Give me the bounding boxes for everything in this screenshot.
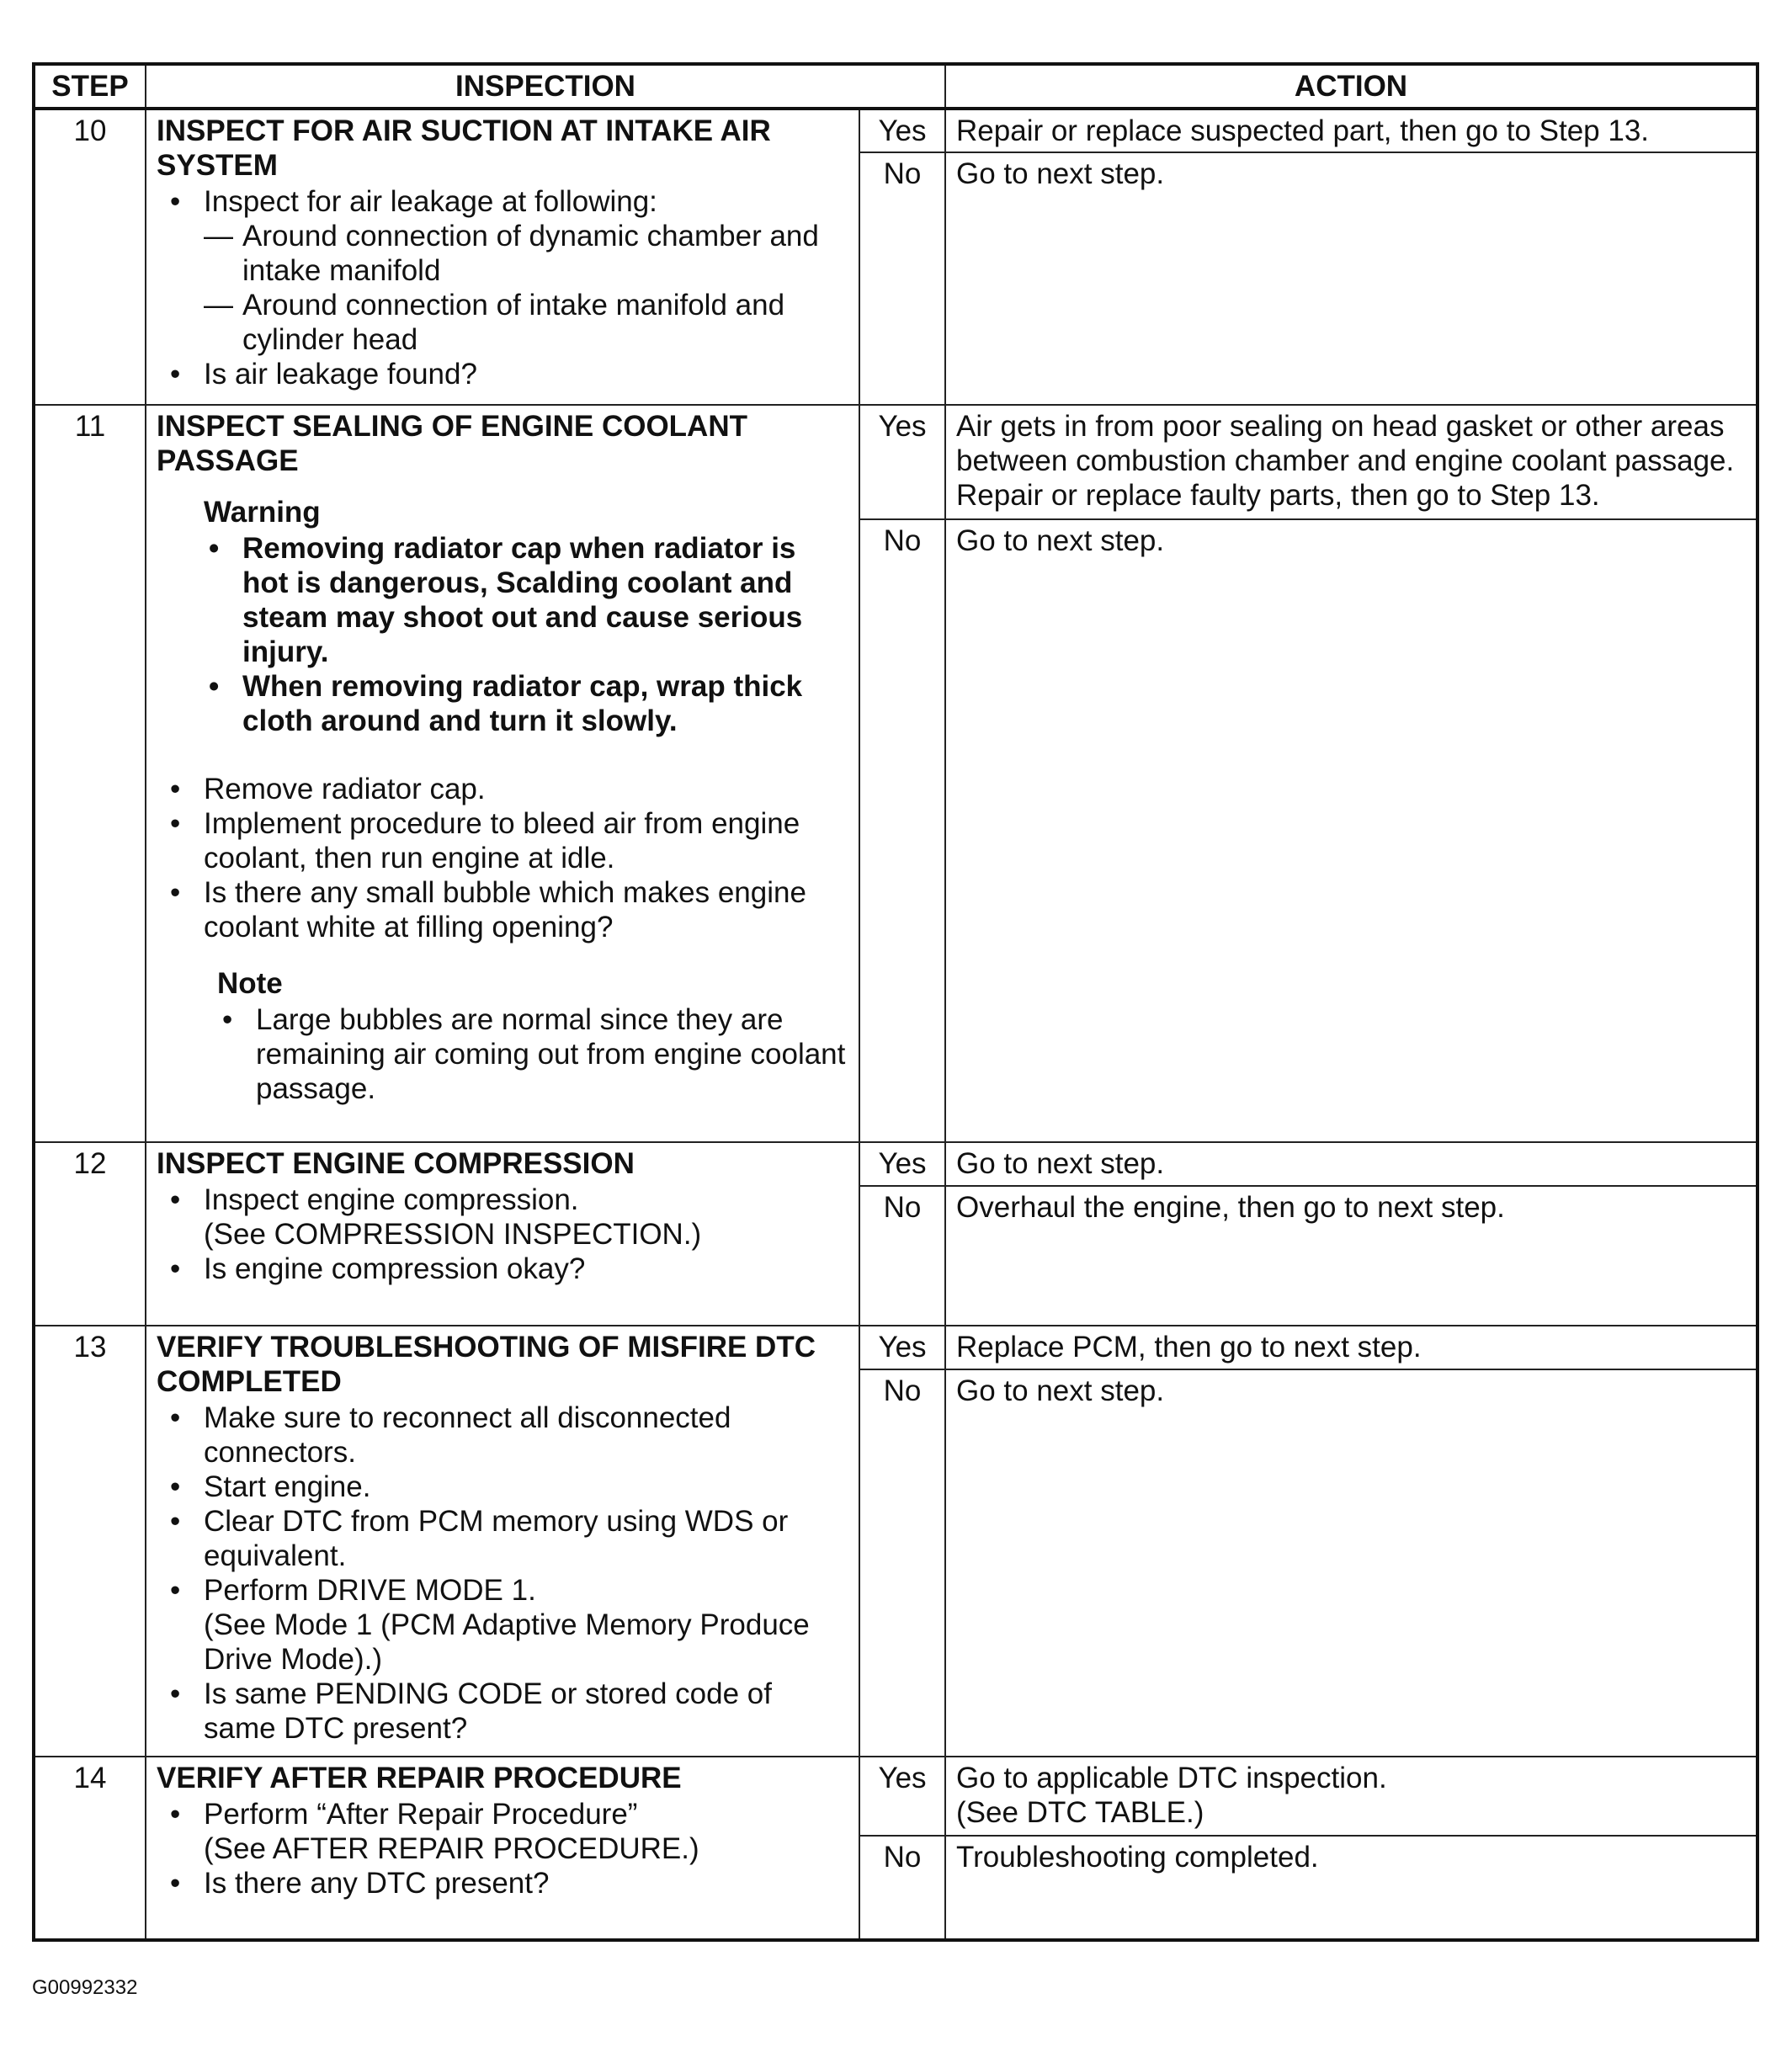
list-item: • Is air leakage found? xyxy=(157,357,848,391)
yes-label: Yes xyxy=(859,1757,945,1836)
no-label: No xyxy=(859,1369,945,1757)
troubleshooting-table xyxy=(32,62,1759,1942)
step-number: 14 xyxy=(34,1757,146,1940)
yes-label: Yes xyxy=(859,1326,945,1369)
step-number: 13 xyxy=(34,1326,146,1757)
note-item: • Large bubbles are normal since they are remaining air coming out from engine coolant passage. xyxy=(217,1002,848,1106)
list-item: • Is engine compression okay? xyxy=(157,1252,848,1286)
warning-item: • When removing radiator cap, wrap thick cloth around and turn it slowly. xyxy=(204,669,848,738)
no-label: No xyxy=(859,519,945,1142)
inspection-cell xyxy=(146,405,859,1142)
no-label: No xyxy=(859,1836,945,1940)
inspection-cell xyxy=(146,109,859,405)
list-item xyxy=(157,1797,848,1866)
list-item-text: • Perform “After Repair Procedure” xyxy=(204,1798,638,1831)
table-row xyxy=(34,109,1757,152)
sub-list-item: — Around connection of intake manifold and cylinder head xyxy=(204,288,848,357)
no-action: Overhaul the engine, then go to next step. xyxy=(945,1186,1757,1326)
list-item xyxy=(157,1573,848,1677)
inspection-list xyxy=(157,1797,848,1900)
list-item: • Is there any DTC present? xyxy=(157,1866,848,1900)
inspection-cell xyxy=(146,1326,859,1757)
inspection-title: VERIFY TROUBLESHOOTING OF MISFIRE DTC COMPLETED xyxy=(157,1331,816,1398)
warning-item: • Removing radiator cap when radiator is hot is dangerous, Scalding coolant and steam may shoot out and cause serious injury. xyxy=(204,531,848,669)
inspection-list xyxy=(157,1183,848,1286)
warning-heading: Warning xyxy=(204,496,321,529)
yes-action-text: Go to applicable DTC inspection. xyxy=(956,1762,1387,1794)
no-action: Go to next step. xyxy=(945,1369,1757,1757)
list-item xyxy=(157,1183,848,1252)
step-number: 11 xyxy=(34,405,146,1142)
action-header: ACTION xyxy=(945,64,1757,109)
inspection-list xyxy=(157,1401,848,1746)
inspection-title: INSPECT SEALING OF ENGINE COOLANT PASSAGE xyxy=(157,410,747,477)
no-label: No xyxy=(859,1186,945,1326)
step-header: STEP xyxy=(34,64,146,109)
yes-action: Air gets in from poor sealing on head gasket or other areas between combustion chamber and engine coolant passage. Repair or replace faulty parts, then go to Step 13. xyxy=(945,405,1757,519)
list-item: • Implement procedure to bleed air from engine coolant, then run engine at idle. xyxy=(157,806,848,875)
table-row xyxy=(34,405,1757,519)
list-item: • Start engine. xyxy=(157,1470,848,1504)
list-item-reference: (See Mode 1 (PCM Adaptive Memory Produce Drive Mode).) xyxy=(204,1608,810,1676)
inspection-title: VERIFY AFTER REPAIR PROCEDURE xyxy=(157,1762,682,1794)
inspection-list xyxy=(157,772,848,944)
yes-action: Replace PCM, then go to next step. xyxy=(945,1326,1757,1369)
inspection-title: INSPECT FOR AIR SUCTION AT INTAKE AIR SYSTEM xyxy=(157,114,771,182)
yes-label: Yes xyxy=(859,109,945,152)
list-item: • Make sure to reconnect all disconnected connectors. xyxy=(157,1401,848,1470)
inspection-cell xyxy=(146,1757,859,1940)
inspection-title: INSPECT ENGINE COMPRESSION xyxy=(157,1147,635,1180)
yes-label: Yes xyxy=(859,405,945,519)
inspection-list xyxy=(157,184,848,391)
list-item xyxy=(157,184,848,357)
list-item-reference: (See AFTER REPAIR PROCEDURE.) xyxy=(204,1832,699,1865)
list-item: • Is same PENDING CODE or stored code of same DTC present? xyxy=(157,1677,848,1746)
list-item: • Clear DTC from PCM memory using WDS or equivalent. xyxy=(157,1504,848,1573)
table-row xyxy=(34,1326,1757,1369)
list-item-text: • Inspect engine compression. xyxy=(204,1183,579,1216)
no-action: Go to next step. xyxy=(945,152,1757,405)
header-row xyxy=(34,64,1757,109)
figure-code: G00992332 xyxy=(32,1976,138,1999)
no-label: No xyxy=(859,152,945,405)
list-item: • Remove radiator cap. xyxy=(157,772,848,806)
sub-list-item: — Around connection of dynamic chamber and intake manifold xyxy=(204,219,848,288)
step-number: 12 xyxy=(34,1142,146,1326)
sub-list xyxy=(204,219,848,357)
table-row xyxy=(34,1142,1757,1186)
list-item-text: • Perform DRIVE MODE 1. xyxy=(204,1574,536,1607)
yes-label: Yes xyxy=(859,1142,945,1186)
yes-action xyxy=(945,1757,1757,1836)
yes-action: Go to next step. xyxy=(945,1142,1757,1186)
yes-action-reference: (See DTC TABLE.) xyxy=(956,1796,1204,1829)
no-action: Troubleshooting completed. xyxy=(945,1836,1757,1940)
yes-action: Repair or replace suspected part, then go to Step 13. xyxy=(945,109,1757,152)
no-action: Go to next step. xyxy=(945,519,1757,1142)
note-list xyxy=(217,1002,848,1106)
note-heading: Note xyxy=(217,967,283,1000)
table-row xyxy=(34,1757,1757,1836)
document xyxy=(32,62,1759,1942)
step-number: 10 xyxy=(34,109,146,405)
list-item: • Is there any small bubble which makes engine coolant white at filling opening? xyxy=(157,875,848,944)
inspection-header: INSPECTION xyxy=(146,64,945,109)
warning-list xyxy=(204,531,848,738)
inspection-cell xyxy=(146,1142,859,1326)
list-item-reference: (See COMPRESSION INSPECTION.) xyxy=(204,1218,702,1251)
list-item-text: Inspect for air leakage at following: xyxy=(204,185,657,218)
